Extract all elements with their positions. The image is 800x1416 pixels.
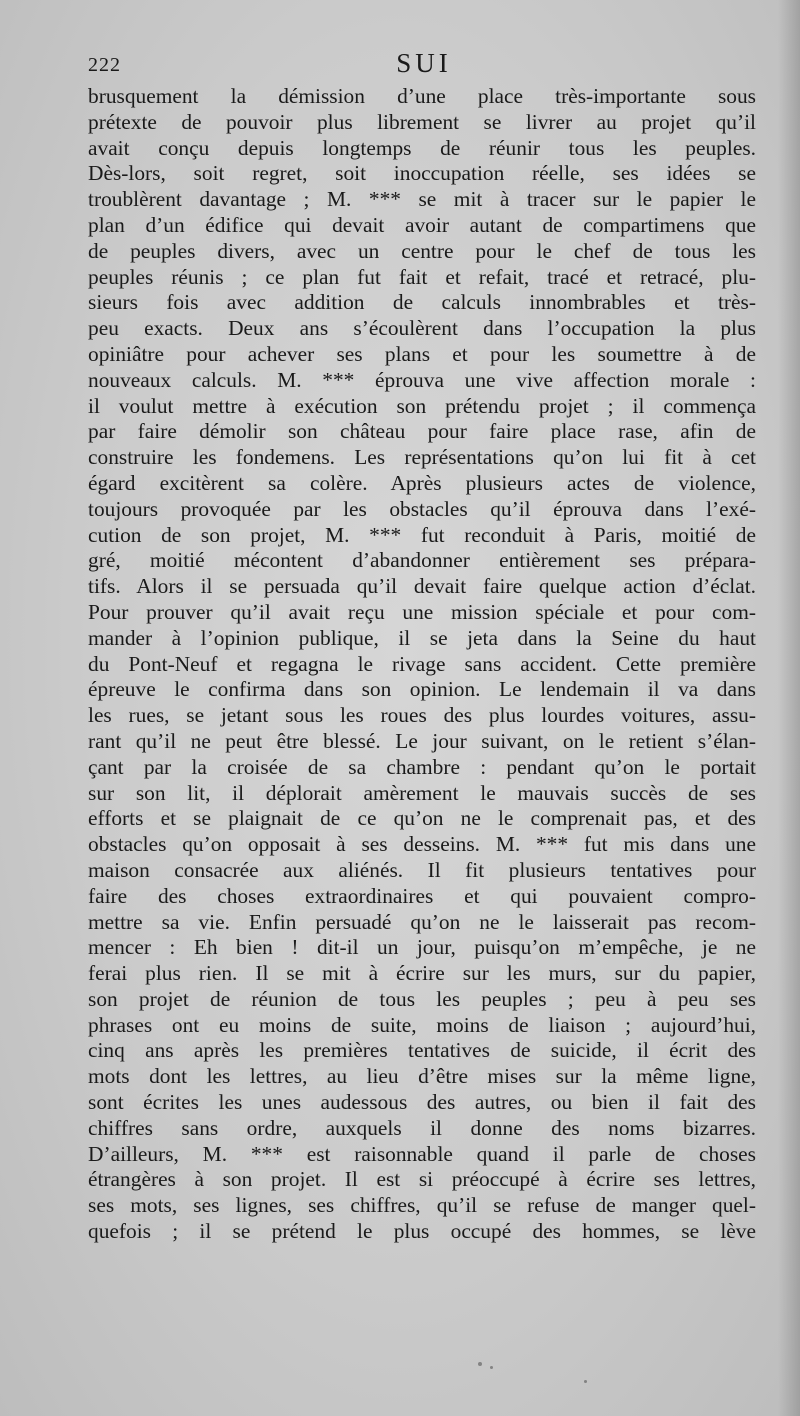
running-head: SUI — [396, 48, 452, 78]
text-line: brusquement la démission d’une place très-importante sous — [88, 84, 756, 108]
paper-speck — [478, 1362, 482, 1366]
text-line: construire les fondemens. Les représentations qu’on lui fit à cet — [88, 445, 756, 470]
text-line: maison consacrée aux aliénés. Il fit plusieurs tentatives pour — [88, 857, 756, 882]
text-line: plan d’un édifice qui devait avoir autant de compartimens que — [88, 212, 756, 237]
text-line: Pour prouver qu’il avait reçu une mission spéciale et pour com- — [88, 599, 756, 624]
page-edge-shadow — [778, 0, 800, 1416]
body-text — [88, 84, 756, 1245]
text-line: faire des choses extraordinaires et qui pouvaient compro- — [88, 883, 756, 908]
text-line: du Pont-Neuf et regagna le rivage sans accident. Cette première — [88, 651, 756, 676]
text-line: tifs. Alors il se persuada qu’il devait faire quelque action d’éclat. — [88, 574, 756, 599]
text-line: étrangères à son projet. Il est si préoccupé à écrire ses lettres, — [88, 1167, 756, 1192]
text-line: phrases ont eu moins de suite, moins de liaison ; aujourd’hui, — [88, 1012, 756, 1037]
text-line: les rues, se jetant sous les roues des plus lourdes voitures, assu- — [88, 703, 756, 728]
text-line: cinq ans après les premières tentatives de suicide, il écrit des — [88, 1038, 756, 1063]
text-line: égard excitèrent sa colère. Après plusieurs actes de violence, — [88, 470, 756, 495]
text-line: sur son lit, il déplorait amèrement le mauvais succès de ses — [88, 780, 756, 805]
paper-speck — [584, 1380, 587, 1383]
page-header — [88, 48, 760, 82]
text-line: ses mots, ses lignes, ses chiffres, qu’il se refuse de manger quel- — [88, 1193, 756, 1218]
text-line: gré, moitié mécontent d’abandonner entièrement ses prépara- — [88, 548, 756, 573]
text-line: quefois ; il se prétend le plus occupé des hommes, se lève — [88, 1219, 756, 1244]
text-line: sont écrites les unes audessous des autres, ou bien il fait des — [88, 1090, 756, 1115]
text-line: de peuples divers, avec un centre pour le chef de tous les — [88, 238, 756, 263]
text-line: mencer : Eh bien ! dit-il un jour, puisqu’on m’empêche, je ne — [88, 935, 756, 960]
text-line: toujours provoquée par les obstacles qu’il éprouva dans l’exé- — [88, 496, 756, 521]
text-line: il voulut mettre à exécution son prétendu projet ; il commença — [88, 393, 756, 418]
text-line: avait conçu depuis longtemps de réunir tous les peuples. — [88, 135, 756, 160]
text-line: sieurs fois avec addition de calculs innombrables et très- — [88, 290, 756, 315]
text-line: peuples réunis ; ce plan fut fait et refait, tracé et retracé, plu- — [88, 264, 756, 289]
text-line: obstacles qu’on opposait à ses desseins. M. *** fut mis dans une — [88, 832, 756, 857]
text-line: troublèrent davantage ; M. *** se mit à tracer sur le papier le — [88, 187, 756, 212]
text-line: son projet de réunion de tous les peuples ; peu à peu ses — [88, 986, 756, 1011]
text-line: nouveaux calculs. M. *** éprouva une vive affection morale : — [88, 367, 756, 392]
text-line: efforts et se plaignait de ce qu’on ne le comprenait pas, et des — [88, 806, 756, 831]
text-line: ferai plus rien. Il se mit à écrire sur les murs, sur du papier, — [88, 961, 756, 986]
text-line: mots dont les lettres, au lieu d’être mises sur la même ligne, — [88, 1064, 756, 1089]
text-line: chiffres sans ordre, auxquels il donne des noms bizarres. — [88, 1115, 756, 1140]
text-line: Dès-lors, soit regret, soit inoccupation réelle, ses idées se — [88, 161, 756, 186]
text-line: D’ailleurs, M. *** est raisonnable quand il parle de choses — [88, 1141, 756, 1166]
text-line: prétexte de pouvoir plus librement se livrer au projet qu’il — [88, 109, 756, 134]
text-line: mander à l’opinion publique, il se jeta dans la Seine du haut — [88, 625, 756, 650]
paper-speck — [490, 1366, 493, 1369]
text-line: épreuve le confirma dans son opinion. Le lendemain il va dans — [88, 677, 756, 702]
text-line: peu exacts. Deux ans s’écoulèrent dans l’occupation la plus — [88, 316, 756, 341]
text-line: rant qu’il ne peut être blessé. Le jour suivant, on le retient s’élan- — [88, 728, 756, 753]
text-line: par faire démolir son château pour faire place rase, afin de — [88, 419, 756, 444]
text-line: mettre sa vie. Enfin persuadé qu’on ne le laisserait pas recom- — [88, 909, 756, 934]
text-line: opiniâtre pour achever ses plans et pour les soumettre à de — [88, 341, 756, 366]
text-line: çant par la croisée de sa chambre : pendant qu’on le portait — [88, 754, 756, 779]
page-number: 222 — [88, 54, 121, 76]
text-line: cution de son projet, M. *** fut reconduit à Paris, moitié de — [88, 522, 756, 547]
